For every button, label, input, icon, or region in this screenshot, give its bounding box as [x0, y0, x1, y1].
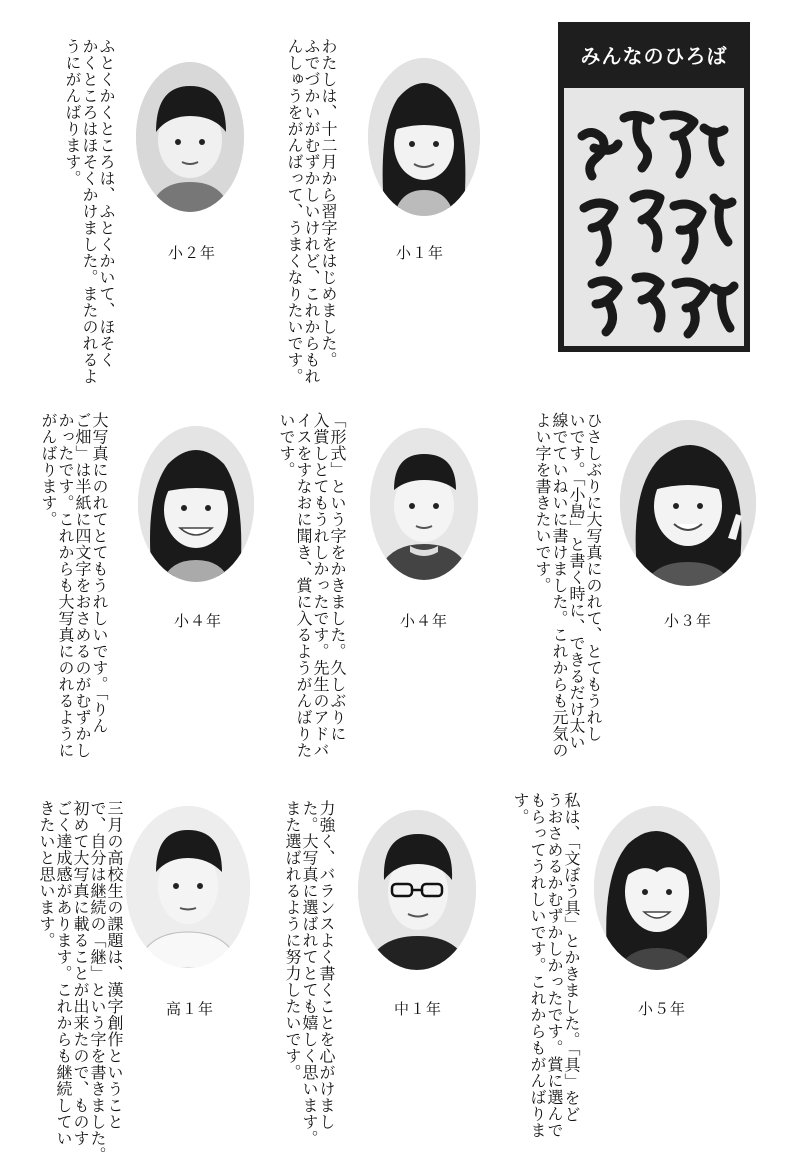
- entry-comment: 大写真にのれてとてもうれしいです。「りん ご畑」は半紙に四文字をおさめるのがむずかし かったです。これからも大写真にのれるように がんばります。: [39, 412, 109, 759]
- child-portrait-icon: [138, 426, 254, 582]
- student-photo: [368, 58, 480, 216]
- grade-label: 小１年: [395, 244, 444, 262]
- grade-label: 小３年: [663, 612, 712, 630]
- student-portrait-icon: [358, 810, 476, 970]
- student-photo: [126, 806, 250, 968]
- student-photo: [358, 810, 476, 970]
- child-portrait-icon: [368, 58, 480, 216]
- entry-comment: ひさしぶりに大写真にのれて、とてもうれし いです。「小島」と書く時に、できるだけ太い 線でていねいに書けました。これからも元気の よい字を書きたいです。: [533, 412, 603, 759]
- calligraphy-artwork-image: [564, 88, 744, 346]
- child-portrait-icon: [594, 806, 720, 970]
- calligraphy-artwork-icon: [564, 88, 744, 346]
- grade-label: 小２年: [167, 244, 216, 262]
- student-photo: [370, 428, 478, 580]
- student-portrait-icon: [126, 806, 250, 968]
- grade-label: 小４年: [173, 612, 222, 630]
- student-photo: [138, 426, 254, 582]
- grade-label: 高１年: [165, 1000, 214, 1018]
- child-portrait-icon: [136, 62, 244, 212]
- child-portrait-icon: [620, 420, 756, 586]
- entry-comment: 三月の高校生の課題は、漢字創作ということ で、自分は継続の「継」という字を書きました。 初めて大写真に載ることが出来たので、ものす ごく達成感があります。これからも継続してい きたいと思います。: [37, 800, 124, 1163]
- entry-comment: わたしは、十二月から習字をはじめました。 ふでづかいがむずかしいけれど、これからもれ んしゅうをがんばって、うまくなりたいです。: [285, 38, 338, 385]
- grade-label: 小４年: [399, 612, 448, 630]
- header-banner: [558, 22, 750, 352]
- page-title: みんなのひろば: [580, 43, 728, 68]
- grade-label: 中１年: [393, 1000, 442, 1018]
- student-photo: [136, 62, 244, 212]
- entry-comment: 私は、「文ぼう具」とかきました。「具」をど うおさめるかむずかしかったです。賞に選んで もらってうれしいです。これからもがんばりま す。: [511, 792, 581, 1139]
- entry-comment: 力強く、バランスよく書くことを心がけまし た。大写真に選ばれてとても嬉しく思います。 また選ばれるように努力したいです。: [283, 800, 336, 1147]
- entry-comment: ふとくかくところは、ふとくかいて、ほそく かくところはほそくかけました。またのれるよ うにがんばります。: [63, 38, 116, 385]
- grade-label: 小５年: [637, 1000, 686, 1018]
- student-photo: [620, 420, 756, 586]
- child-portrait-icon: [370, 428, 478, 580]
- entry-comment: 「形式」という字をかきました。久しぶりに 入賞しとてもうれしかったです。先生のアドバ イスをすなおに聞き、賞に入るようがんばりた いです。: [277, 412, 347, 759]
- student-photo: [594, 806, 720, 970]
